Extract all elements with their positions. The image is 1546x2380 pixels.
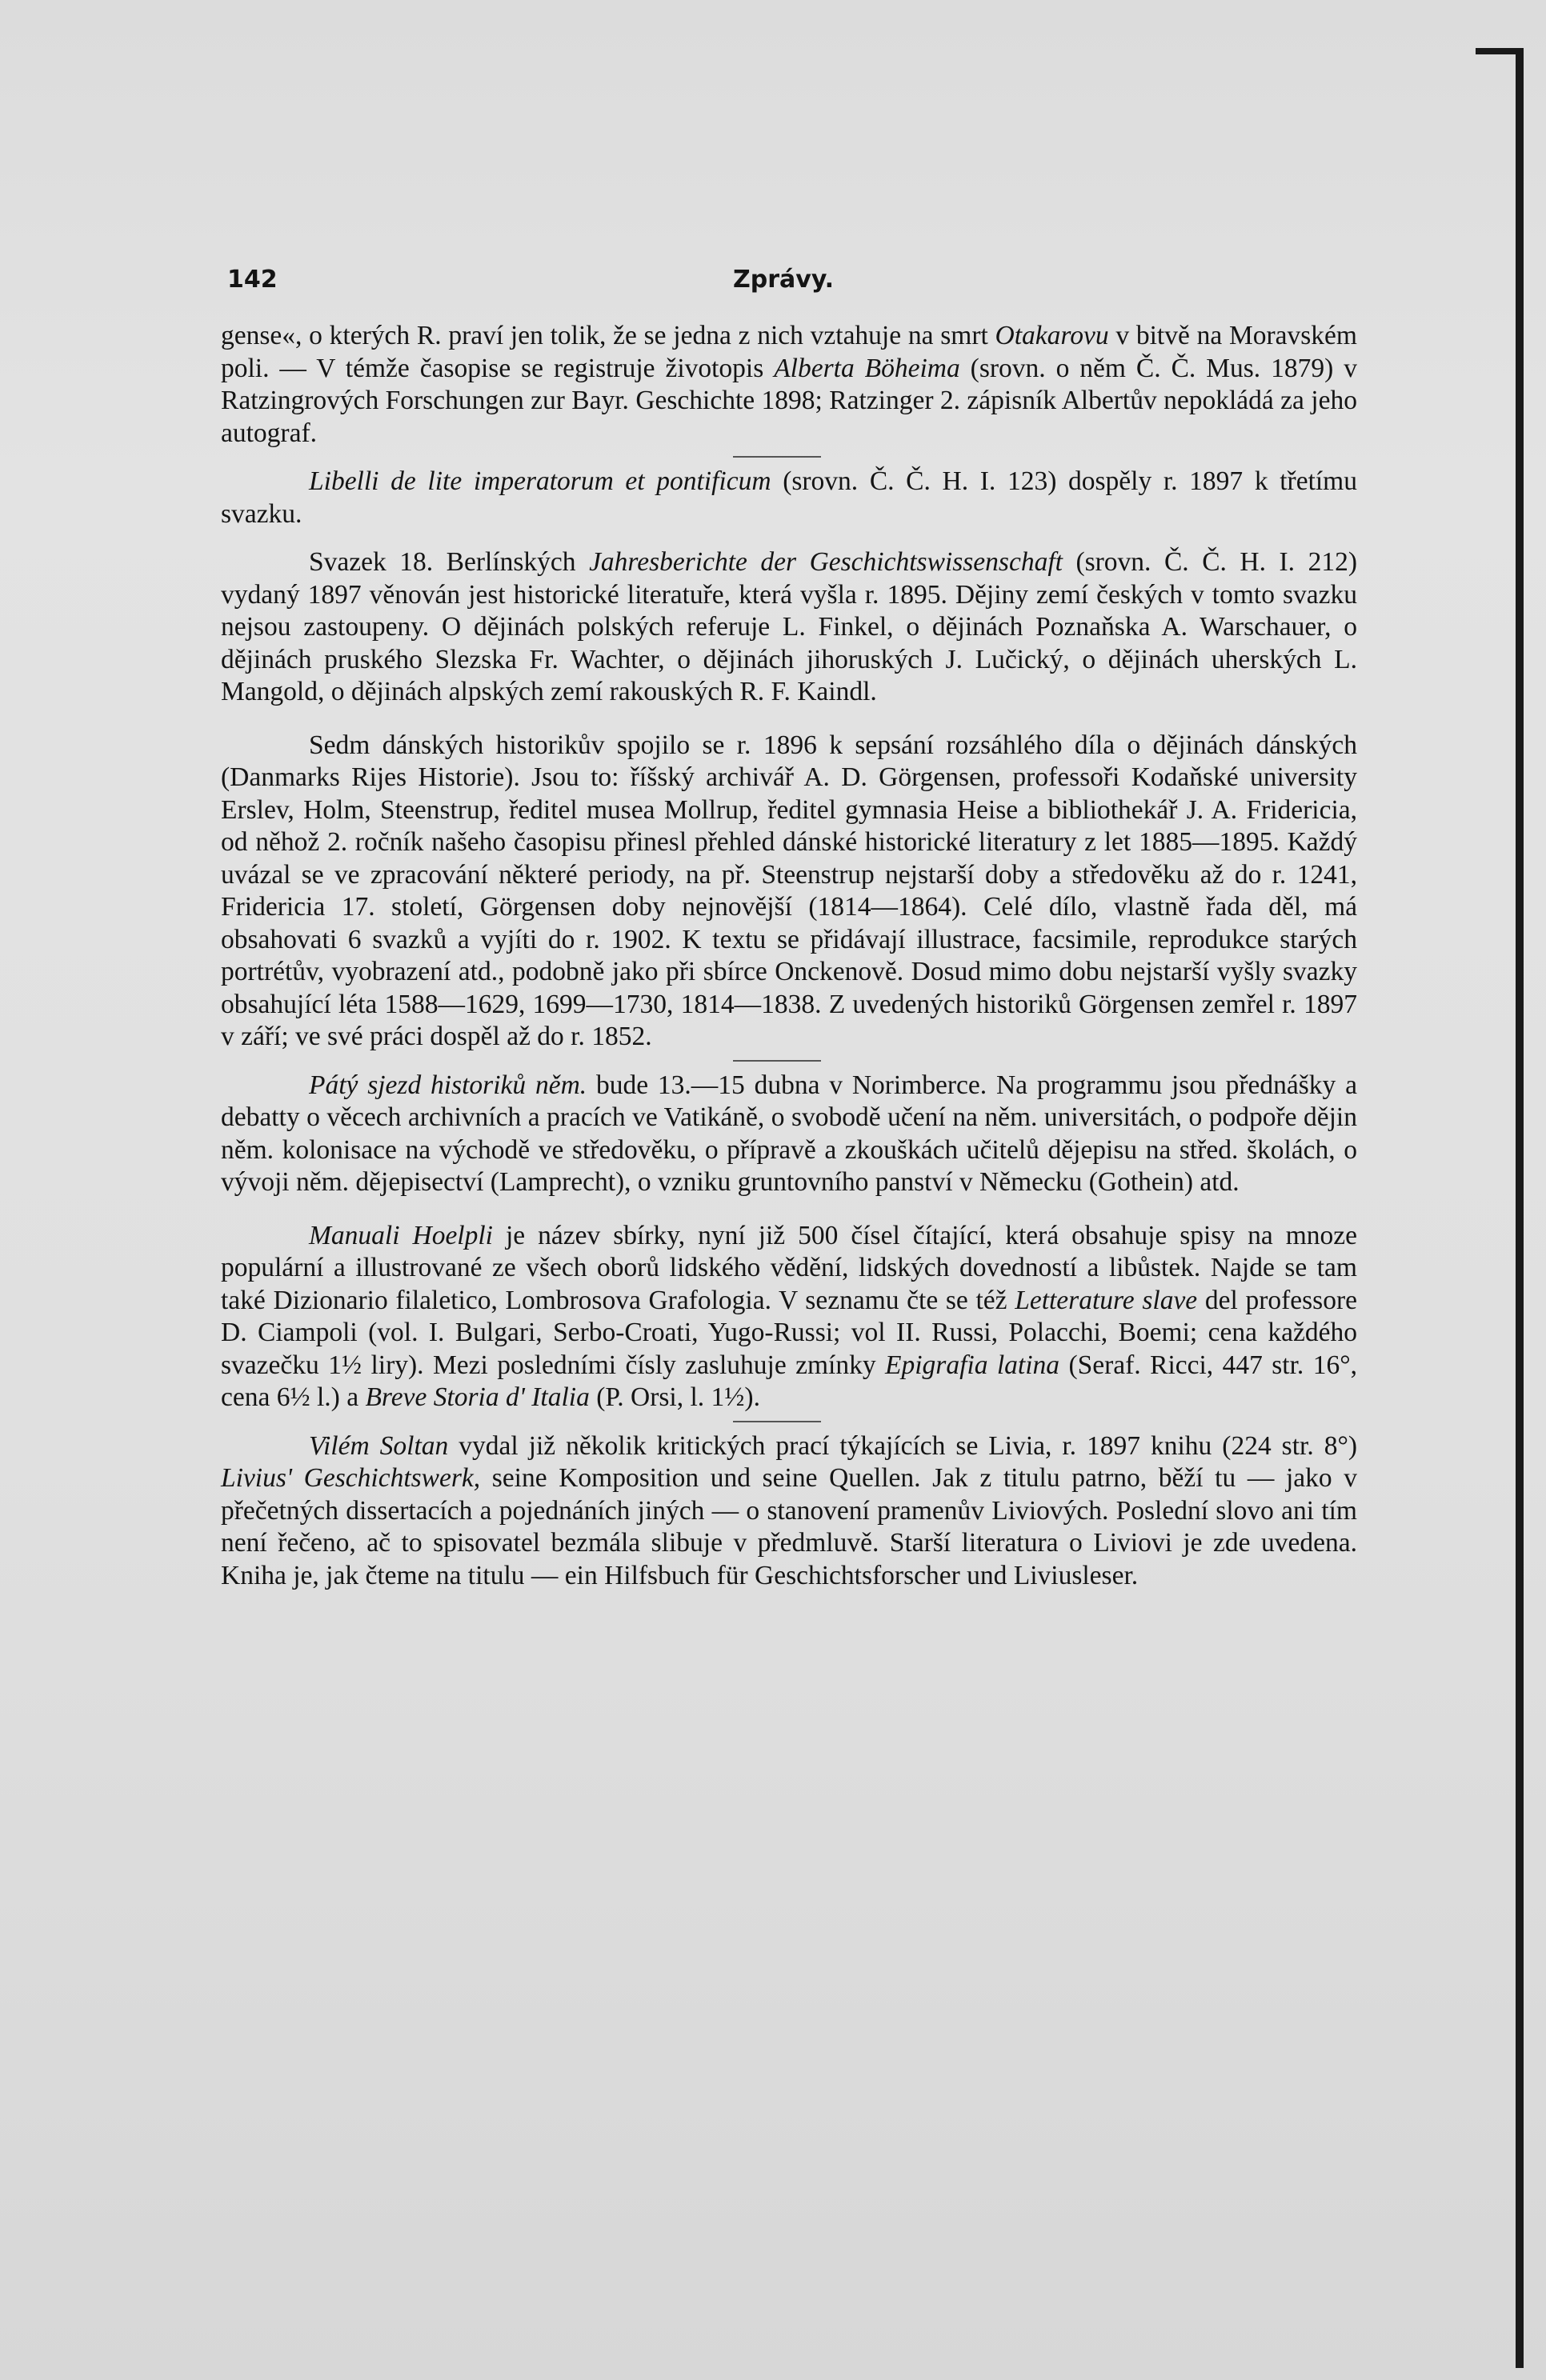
text-run: (srovn. Č. Č. H. I. 123) dospěly r. 1897 k třetímu svazku.	[221, 466, 1357, 529]
text-run: bude 13.—15 dubna v Norimberce. Na programmu jsou přednášky a debatty o věcech archivních a pracích ve Vatikáně, o svobodě učení na něm. universitách, o podpoře dějin něm. kolonisace na východě ve středověku, o přípravě a zkouškách učitelů dějepisu na střed. školách, o vývoji něm. dějepisectví (Lamprecht), o vzniku gruntovního panství v Německu (Gothein) atd.	[221, 1070, 1357, 1197]
text-run: (Seraf. Ricci, 447 str. 16°, cena 6½ l.) a	[221, 1350, 1357, 1412]
article-body	[221, 320, 1357, 1592]
section-divider	[733, 456, 821, 458]
paragraph	[221, 730, 1357, 1054]
text-run: Svazek 18. Berlínských	[309, 547, 590, 577]
italic-text-run: Letterature slave	[1015, 1285, 1198, 1315]
italic-text-run: Manuali Hoelpli	[309, 1220, 493, 1250]
italic-text-run: Vilém Soltan	[309, 1430, 449, 1461]
scan-edge-border	[1516, 48, 1524, 2368]
text-run: (srovn. o něm Č. Č. Mus. 1879) v Ratzingrových Forschungen zur Bayr. Geschichte 1898; Ratzinger 2. zápisník Albertův nepokládá za jeho autograf.	[221, 353, 1357, 448]
running-head: Zprávy.	[733, 266, 835, 294]
italic-text-run: Jahresberichte der Geschichtswissenschaft	[589, 547, 1063, 577]
italic-text-run: Libelli de lite imperatorum et pontificum	[309, 466, 771, 496]
paragraph	[221, 1070, 1357, 1199]
text-run: je název sbírky, nyní již 500 čísel čítající, která obsahuje spisy na mnoze populární a illustrované ze všech oborů lidského vědění, lidských dovedností a libůstek. Najde se tam také Dizionario filaletico, Lombrosova Grafologia. V seznamu čte se též	[221, 1220, 1357, 1315]
text-run: (srovn. Č. Č. H. I. 212) vydaný 1897 věnován jest historické literatuře, která vyšla r. 1895. Dějiny zemí českých v tomto svazku nejsou zastoupeny. O dějinách polských referuje L. Finkel, o dějinách Poznaňska A. Warschauer, o dějinách pruského Slezska Fr. Wachter, o dějinách jihoruských J. Lučický, o dějinách uherských L. Mangold, o dějinách alpských zemí rakouských R. F. Kaindl.	[221, 547, 1357, 706]
scan-edge-corner	[1476, 48, 1524, 54]
paragraph	[221, 320, 1357, 450]
page-number: 142	[227, 266, 278, 294]
paragraph	[221, 1430, 1357, 1593]
text-run: seine Komposition und seine Quellen. Jak z titulu patrno, běží tu — jako v přečetných dissertacích a pojednáních jiných — o stanovení pramenův Liviových. Poslední slovo ani tím není řečeno, ač to spisovatel bezmála slibuje v předmluvě. Starší literatura o Liviovi je zde uvedena. Kniha je, jak čteme na titulu — ein Hilfsbuch für Geschichtsforscher und Liviusleser.	[221, 1463, 1357, 1590]
page-header	[221, 254, 1357, 302]
italic-text-run: Alberta Böheima	[774, 353, 960, 383]
paragraph-gap	[221, 709, 1357, 730]
text-run: gense«, o kterých R. praví jen tolik, že se jedna z nich vztahuje na smrt	[221, 321, 995, 350]
text-run: Sedm dánských historikův spojilo se r. 1896 k sepsání rozsáhlého díla o dějinách dánských (Danmarks Rijes Historie). Jsou to: říšský archivář A. D. Görgensen, professoři Kodaňské university Erslev, Holm, Steenstrup, ředitel musea Mollrup, ředitel gymnasia Heise a bibliothekář J. A. Fridericia, od něhož 2. ročník našeho časopisu přinesl přehled dánské historické literatury z let 1885—1895. Každý uvázal se ve zpracování některé periody, na př. Steenstrup nejstarší doby a středověku až do r. 1241, Fridericia 17. století, Görgensen doby nejnovější (1814—1864). Celé dílo, vlastně řada děl, má obsahovati 6 svazků a vyjíti do r. 1902. K textu se přidávají illustrace, facsimile, reprodukce starých portrétův, vyobrazení atd., podobně jako při sbírce Onckenově. Dosud mimo dobu nejstarší vyšly svazky obsahující léta 1588—1629, 1699—1730, 1814—1838. Z uvedených historiků Görgensen zemřel r. 1897 v září; ve své práci dospěl až do r. 1852.	[221, 730, 1357, 1051]
paragraph	[221, 546, 1357, 709]
text-run: (P. Orsi, l. 1½).	[589, 1382, 760, 1412]
italic-text-run: Epigrafia latina	[885, 1350, 1060, 1380]
paragraph-gap	[221, 1199, 1357, 1220]
text-run: del professore D. Ciampoli (vol. I. Bulgari, Serbo-Croati, Yugo-Russi; vol II. Russi, Polacchi, Boemi; cena každého svazečku 1½ liry). Mezi posledními čísly zasluhuje zmínky	[221, 1285, 1357, 1380]
paragraph	[221, 466, 1357, 530]
page-content	[221, 254, 1357, 1592]
text-run: v bitvě na Moravském poli. — V témže časopise se registruje životopis	[221, 321, 1357, 383]
italic-text-run: Pátý sjezd historiků něm.	[309, 1070, 587, 1100]
section-divider	[733, 1421, 821, 1422]
paragraph	[221, 1220, 1357, 1414]
italic-text-run: Livius' Geschichtswerk,	[221, 1463, 481, 1493]
italic-text-run: Otakarovu	[995, 321, 1109, 350]
section-divider	[733, 1060, 821, 1062]
italic-text-run: Breve Storia d' Italia	[365, 1382, 590, 1412]
text-run: vydal již několik kritických prací týkajících se Livia, r. 1897 knihu (224 str. 8°)	[448, 1430, 1357, 1461]
